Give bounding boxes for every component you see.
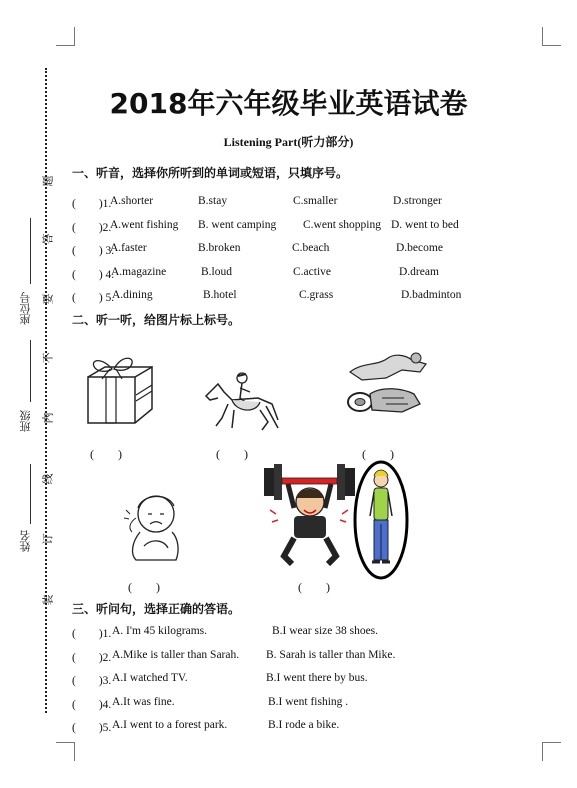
option-c: C.went shopping: [303, 219, 381, 231]
section2-heading: 二、听一听，给图片标上标号。: [72, 313, 241, 327]
question-row: [0, 719, 577, 735]
option-b: B. Sarah is taller than Mike.: [266, 649, 396, 661]
horse-riding-picture: [198, 370, 288, 435]
question-row: [0, 219, 577, 235]
seat-number-label: 座位号: [19, 292, 32, 325]
question-number-blank[interactable]: ( ) 4.: [72, 269, 115, 281]
tall-boy-picture: [352, 458, 410, 582]
option-d: D.badminton: [401, 289, 462, 301]
picture-answer-paren[interactable]: ( ): [216, 447, 248, 461]
question-number-blank[interactable]: ( )1.: [72, 198, 112, 210]
question-row: [0, 625, 577, 641]
question-number-blank[interactable]: ( )3.: [72, 675, 112, 687]
seal-char: 线: [41, 473, 55, 485]
option-a: A.faster: [110, 242, 147, 254]
question-number-blank[interactable]: ( )2.: [72, 652, 112, 664]
option-a: A.Mike is taller than Sarah.: [112, 649, 240, 661]
option-b: B.stay: [198, 195, 228, 207]
picture-answer-paren[interactable]: ( ): [90, 447, 122, 461]
question-row: [0, 696, 577, 712]
page-subtitle: Listening Part(听力部分): [223, 135, 354, 149]
seal-char: 要: [41, 293, 55, 305]
question-row: [0, 289, 577, 305]
option-a: A. I'm 45 kilograms.: [112, 625, 208, 637]
option-b: B.I rode a bike.: [268, 719, 340, 731]
section1-heading: 一、听音，选择你所听到的单词或短语，只填序号。: [72, 166, 349, 180]
crop-mark-top-right: [542, 27, 561, 46]
question-number-blank[interactable]: ( ) 3.: [72, 245, 115, 257]
option-a: A.It was fine.: [112, 696, 175, 708]
page-title: 2018年六年级毕业英语试卷: [109, 87, 468, 120]
question-row: [0, 242, 577, 258]
seal-char: 装: [41, 594, 55, 606]
option-d: D.stronger: [393, 195, 442, 207]
sick-boy-picture: [118, 488, 198, 563]
question-number-blank[interactable]: ( ) 5.: [72, 292, 115, 304]
option-d: D. went to bed: [391, 219, 459, 231]
question-number-blank[interactable]: ( )5.: [72, 722, 112, 734]
gift-box-picture: [80, 355, 160, 430]
crop-mark-bottom-left: [56, 742, 75, 761]
weightlifter-picture: [262, 460, 357, 572]
option-b: B.I wear size 38 shoes.: [272, 625, 379, 637]
picture-answer-paren[interactable]: ( ): [362, 447, 394, 461]
option-b: B.I went fishing .: [268, 696, 349, 708]
option-c: C.active: [293, 266, 331, 278]
crop-mark-top-left: [56, 27, 75, 46]
binding-dotted-line: [45, 68, 47, 713]
picture-answer-paren[interactable]: ( ): [128, 580, 160, 594]
option-b: B.loud: [201, 266, 232, 278]
class-blank: [30, 340, 31, 402]
option-a: A.went fishing: [110, 219, 179, 231]
question-row: [0, 195, 577, 211]
question-row: [0, 672, 577, 688]
option-b: B. went camping: [198, 219, 277, 231]
option-a: A.I watched TV.: [112, 672, 188, 684]
question-row: [0, 649, 577, 665]
option-c: C.smaller: [293, 195, 338, 207]
option-a: A.dining: [112, 289, 153, 301]
class-label: 班级: [19, 410, 32, 432]
question-row: [0, 266, 577, 282]
seal-char: 订: [41, 533, 55, 545]
option-d: D.dream: [399, 266, 439, 278]
motorbike-crash-picture: [342, 350, 434, 418]
option-b: B.I went there by bus.: [266, 672, 368, 684]
option-c: C.beach: [292, 242, 330, 254]
seal-char: 题: [41, 175, 55, 187]
option-a: A.I went to a forest park.: [112, 719, 228, 731]
question-number-blank[interactable]: ( )2.: [72, 222, 112, 234]
seal-char: 不: [41, 352, 55, 364]
section3-heading: 三、听问句，选择正确的答语。: [72, 602, 241, 616]
seal-char: 内: [41, 412, 55, 424]
name-blank: [30, 464, 31, 524]
option-c: C.grass: [299, 289, 334, 301]
crop-mark-bottom-right: [542, 742, 561, 761]
option-b: B.hotel: [203, 289, 237, 301]
option-b: B.broken: [198, 242, 241, 254]
option-d: D.become: [396, 242, 443, 254]
seal-char: 答: [41, 233, 55, 245]
question-number-blank[interactable]: ( )1.: [72, 628, 112, 640]
name-label: 姓名: [19, 530, 32, 552]
question-number-blank[interactable]: ( )4.: [72, 699, 112, 711]
option-a: A.magazine: [111, 266, 167, 278]
picture-answer-paren[interactable]: ( ): [298, 580, 330, 594]
option-a: A.shorter: [110, 195, 154, 207]
